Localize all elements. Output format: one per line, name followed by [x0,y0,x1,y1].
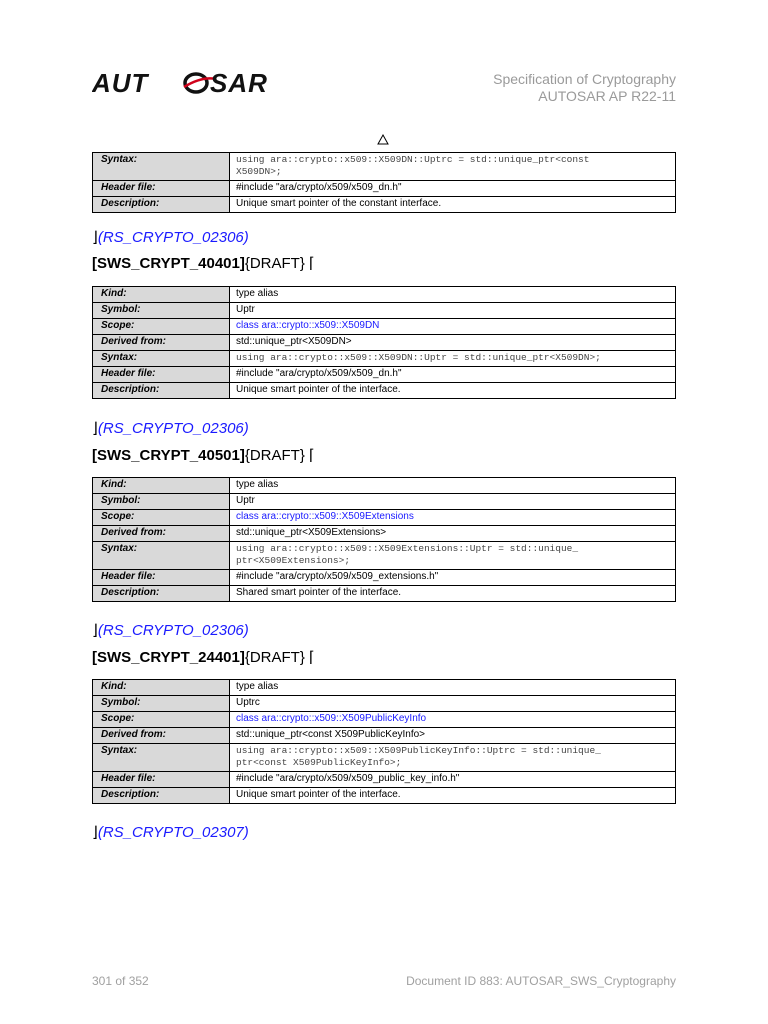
table-row [93,542,676,570]
table-row [93,510,676,526]
close-bracket: ⌋ [92,622,98,639]
trace-link[interactable]: (RS_CRYPTO_02306) [97,420,249,437]
row-key: Scope: [93,712,230,728]
row-key: Header file: [93,367,230,383]
requirement-tag: {DRAFT} [244,255,305,272]
row-value: type alias [230,478,676,494]
table-row [93,744,676,772]
spec-table-uptr-x509dn [92,286,676,399]
row-key: Syntax: [93,153,230,181]
row-key: Derived from: [93,728,230,744]
open-bracket: ⌈ [308,649,315,666]
table-row [93,772,676,788]
row-value: using ara::crypto::x509::X509PublicKeyInfo::Uptrc = std::unique_ ptr<const X509PublicKeyInfo>; [230,744,676,772]
requirement-id: [SWS_CRYPT_40401] [92,255,245,272]
row-value: type alias [230,680,676,696]
autosar-logo [92,70,312,96]
spec-table-uptr-x509extensions [92,477,676,602]
row-key: Syntax: [93,542,230,570]
table-row [93,712,676,728]
requirement-trace [92,823,249,841]
requirement-heading [92,446,315,464]
open-bracket: ⌈ [308,447,315,464]
row-value: type alias [230,287,676,303]
close-bracket: ⌋ [92,824,98,841]
row-value: #include "ara/crypto/x509/x509_extensions.h" [230,570,676,586]
table-row [93,303,676,319]
table-row [93,335,676,351]
row-value: std::unique_ptr<X509DN> [230,335,676,351]
open-bracket: ⌈ [308,255,315,272]
row-key: Description: [93,383,230,399]
requirement-trace [92,621,249,639]
table-row [93,570,676,586]
table-row [93,494,676,510]
table-row [93,680,676,696]
row-key: Kind: [93,478,230,494]
row-key: Derived from: [93,335,230,351]
requirement-trace [92,419,249,437]
row-value: using ara::crypto::x509::X509DN::Uptr = std::unique_ptr<X509DN>; [230,351,676,367]
table-row [93,788,676,804]
table-row [93,696,676,712]
row-value-link[interactable]: class ara::crypto::x509::X509PublicKeyInfo [230,712,676,728]
row-value: Uptr [230,303,676,319]
table-row [93,367,676,383]
document-header [493,71,676,105]
row-value: Uptrc [230,696,676,712]
page-number: 301 of 352 [92,974,149,988]
row-value: Shared smart pointer of the interface. [230,586,676,602]
close-bracket: ⌋ [92,229,98,246]
row-key: Description: [93,586,230,602]
requirement-heading [92,254,315,272]
header-release: AUTOSAR AP R22-11 [538,88,676,104]
row-key: Scope: [93,510,230,526]
table-row [93,319,676,335]
row-key: Description: [93,788,230,804]
row-key: Symbol: [93,696,230,712]
row-value: Uptr [230,494,676,510]
table-row [93,383,676,399]
requirement-trace [92,228,249,246]
table-row [93,197,676,213]
table-row [93,478,676,494]
row-value-link[interactable]: class ara::crypto::x509::X509Extensions [230,510,676,526]
header-title: Specification of Cryptography [493,71,676,87]
svg-text:SAR: SAR [210,70,268,96]
row-value: using ara::crypto::x509::X509Extensions::Uptr = std::unique_ ptr<X509Extensions>; [230,542,676,570]
row-key: Syntax: [93,744,230,772]
row-key: Symbol: [93,303,230,319]
spec-table-uptrc-x509dn [92,152,676,213]
close-bracket: ⌋ [92,420,98,437]
table-row [93,351,676,367]
table-row [93,526,676,542]
requirement-id: [SWS_CRYPT_40501] [92,447,245,464]
row-value: Unique smart pointer of the constant interface. [230,197,676,213]
document-id: Document ID 883: AUTOSAR_SWS_Cryptography [406,974,676,988]
row-value: using ara::crypto::x509::X509DN::Uptrc = std::unique_ptr<const X509DN>; [230,153,676,181]
requirement-heading [92,648,315,666]
table-row [93,153,676,181]
row-key: Header file: [93,181,230,197]
row-key: Kind: [93,287,230,303]
row-value-link[interactable]: class ara::crypto::x509::X509DN [230,319,676,335]
row-value: std::unique_ptr<const X509PublicKeyInfo> [230,728,676,744]
row-value: std::unique_ptr<X509Extensions> [230,526,676,542]
table-row [93,586,676,602]
trace-link[interactable]: (RS_CRYPTO_02306) [97,229,249,246]
row-key: Symbol: [93,494,230,510]
requirement-tag: {DRAFT} [244,447,305,464]
table-row [93,728,676,744]
up-triangle-icon [377,134,389,145]
table-row [93,181,676,197]
row-value: Unique smart pointer of the interface. [230,788,676,804]
row-key: Derived from: [93,526,230,542]
trace-link[interactable]: (RS_CRYPTO_02306) [97,622,249,639]
row-value: Unique smart pointer of the interface. [230,383,676,399]
row-key: Kind: [93,680,230,696]
table-row [93,287,676,303]
row-value: #include "ara/crypto/x509/x509_public_key_info.h" [230,772,676,788]
row-value: #include "ara/crypto/x509/x509_dn.h" [230,367,676,383]
row-key: Scope: [93,319,230,335]
svg-text:AUT: AUT [92,70,149,96]
row-value: #include "ara/crypto/x509/x509_dn.h" [230,181,676,197]
requirement-tag: {DRAFT} [244,649,305,666]
row-key: Syntax: [93,351,230,367]
row-key: Description: [93,197,230,213]
row-key: Header file: [93,570,230,586]
row-key: Header file: [93,772,230,788]
requirement-id: [SWS_CRYPT_24401] [92,649,245,666]
trace-link[interactable]: (RS_CRYPTO_02307) [97,824,249,841]
spec-table-uptrc-x509publickeyinfo [92,679,676,804]
